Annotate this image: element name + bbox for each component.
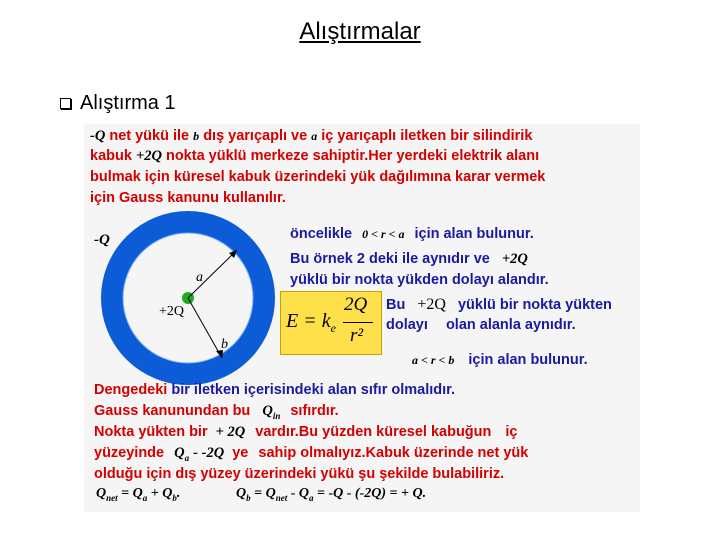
side-line-3: yüklü bir nokta yükden dolayı alandır. (290, 272, 549, 288)
outer-charge-label: -Q (94, 232, 110, 248)
outer-surface-charge-equation: $Q_b = Q_{net} - Q_a = -Q - (-2Q)$ = + Q. (236, 486, 427, 503)
exercise-label: Alıştırma 1 (80, 92, 176, 114)
fraction-bar (343, 322, 373, 323)
center-charge-label: +2Q (159, 304, 185, 319)
checkbox-bullet-icon (60, 98, 71, 109)
bottom-line-2: Gauss kanunundan bu $Q_{in}$ sıfırdır. (94, 403, 339, 421)
bottom-line-5: olduğu için dış yüzey üzerindeki yükü şu şekilde bulabiliriz. (94, 466, 505, 482)
exercise-heading (60, 92, 176, 115)
problem-line-3: bulmak için küresel kabuk üzerindeki yük dağılımına karar vermek (90, 169, 546, 185)
side-line-2: Bu örnek 2 deki ile aynıdır ve +2Q (290, 251, 528, 267)
side-line-5: dolayı olan alanla aynıdır. (386, 317, 576, 333)
side-line-6: a < r < b için alan bulunur. (412, 352, 588, 368)
radius-b-line (188, 298, 222, 358)
problem-line-1: -Q net yükü ile b dış yarıçaplı ve a iç yarıçaplı iletken bir silindirik (90, 128, 533, 144)
bottom-line-3: Nokta yükten bir + 2Q vardır.Bu yüzden küresel kabuğun iç (94, 424, 518, 440)
net-charge-equation: $Q_{net} = Q_a + Q_b$. (96, 486, 181, 503)
formula-denominator: r² (350, 325, 364, 346)
bottom-line-4: yüzeyinde $Q_a - -2Q$ ye sahip olmalıyız.Kabuk üzerinde net yük (94, 445, 529, 463)
radius-b-label: b (221, 337, 228, 352)
side-line-1: öncelikle 0 < r < a için alan bulunur. (290, 226, 534, 242)
problem-line-2: kabuk +2Q nokta yüklü merkeze sahiptir.Her yerdeki elektrik alanı (90, 148, 540, 164)
formula-numerator: 2Q (344, 294, 368, 315)
page-title: Alıştırmalar (299, 18, 421, 45)
bottom-line-1: Dengedeki bir iletken içerisindeki alan sıfır olmalıdır. (94, 382, 456, 398)
side-line-4: Bu +2Q yüklü bir nokta yükten (386, 296, 612, 313)
problem-line-4: için Gauss kanunu kullanılır. (90, 190, 286, 206)
formula-lhs: $E = k_e$ (286, 310, 336, 335)
shell-diagram (96, 210, 276, 390)
radius-a-label: a (196, 270, 203, 285)
